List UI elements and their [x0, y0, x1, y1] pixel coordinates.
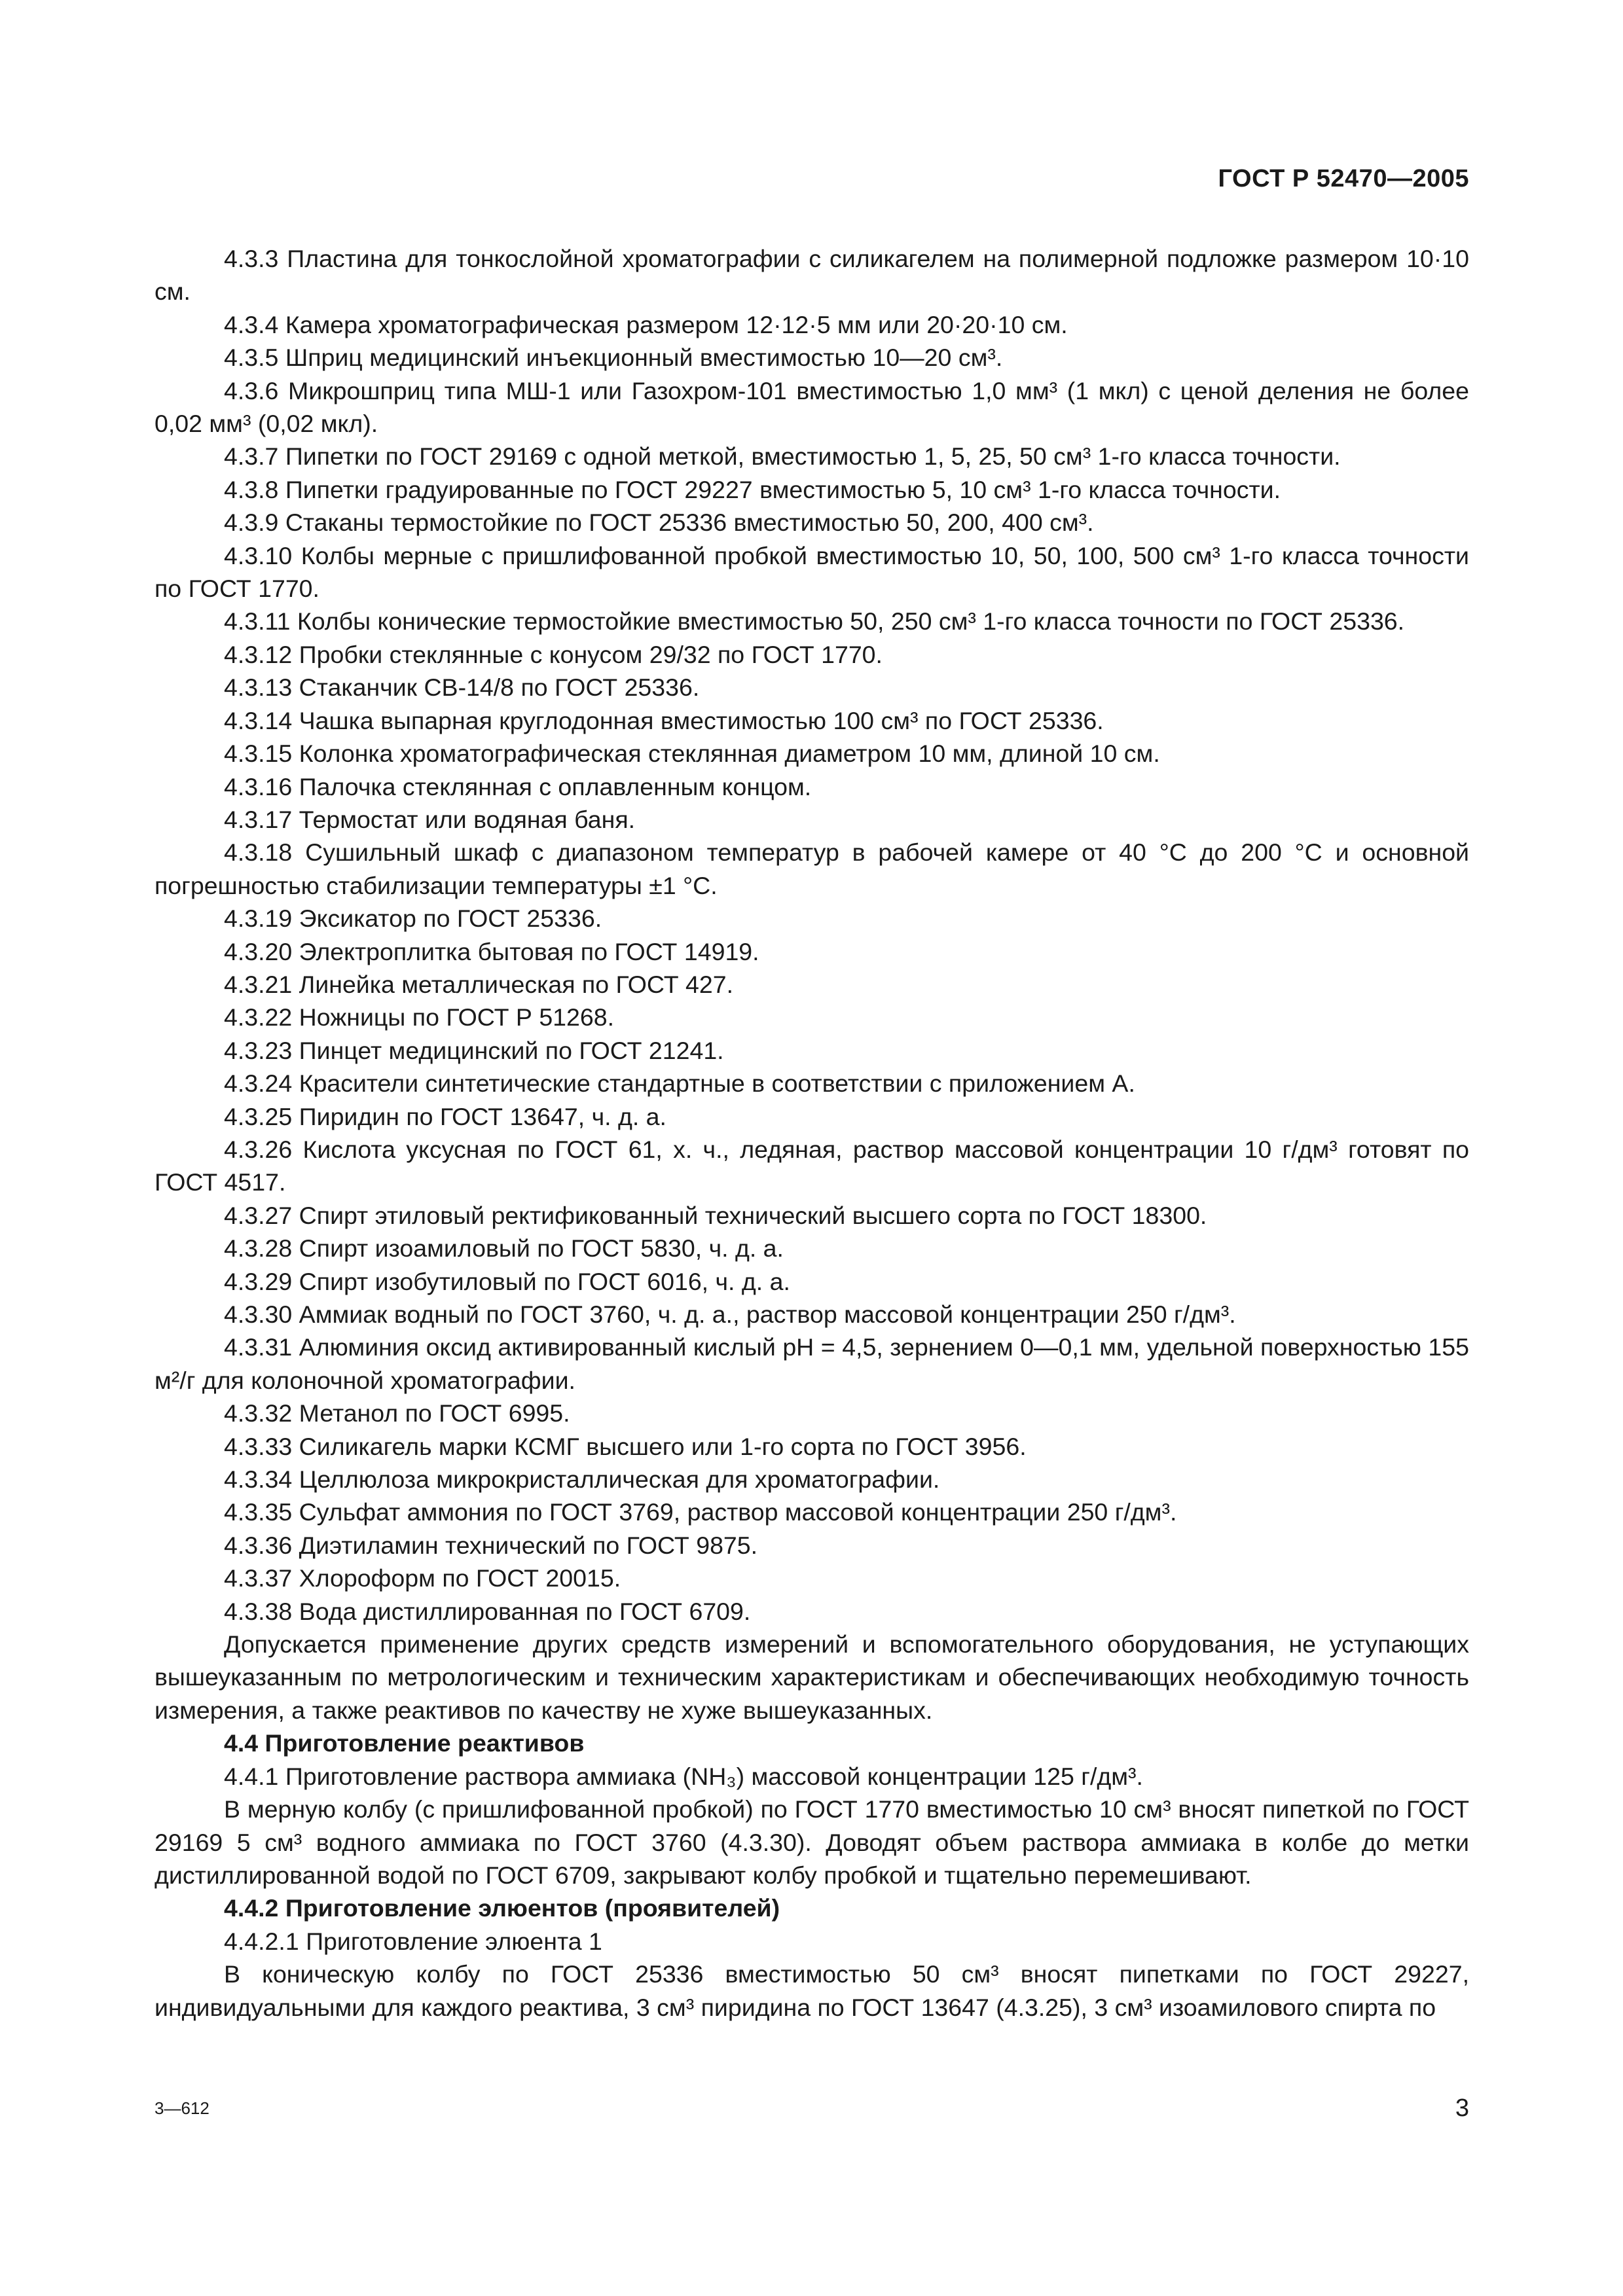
paragraph: 4.3.22 Ножницы по ГОСТ Р 51268.: [224, 1003, 615, 1031]
paragraph: 4.3.26 Кислота уксусная по ГОСТ 61, х. ч., ледяная, раствор массовой концентрации 10 г/дм³ готовят по ГОСТ 4517.: [155, 1135, 1469, 1196]
paragraph: 4.3.4 Камера хроматографическая размером 12·12·5 мм или 20·20·10 см.: [224, 310, 1068, 338]
paragraph: 4.3.35 Сульфат аммония по ГОСТ 3769, раствор массовой концентрации 250 г/дм³.: [224, 1498, 1177, 1526]
paragraph: 4.3.38 Вода дистиллированная по ГОСТ 6709.: [224, 1597, 751, 1625]
paragraph: 4.3.31 Алюминия оксид активированный кислый рН = 4,5, зернением 0—0,1 мм, удельной поверхностью 155 м²/г для колоночной хроматографии.: [155, 1333, 1469, 1394]
paragraph: 4.3.16 Палочка стеклянная с оплавленным концом.: [224, 772, 812, 800]
printing-code: 3—612: [155, 2098, 210, 2118]
paragraph: 4.3.28 Спирт изоамиловый по ГОСТ 5830, ч. д. а.: [224, 1234, 784, 1263]
paragraph: 4.3.9 Стаканы термостойкие по ГОСТ 25336 вместимостью 50, 200, 400 см³.: [224, 509, 1094, 537]
paragraph: 4.3.5 Шприц медицинский инъекционный вместимостью 10—20 см³.: [224, 344, 1003, 372]
paragraph: 4.3.24 Красители синтетические стандартные в соответствии с приложением А.: [224, 1069, 1135, 1098]
paragraph: 4.3.14 Чашка выпарная круглодонная вместимостью 100 см³ по ГОСТ 25336.: [224, 706, 1104, 734]
paragraph: 4.3.20 Электроплитка бытовая по ГОСТ 14919.: [224, 937, 759, 965]
paragraph: 4.3.36 Диэтиламин технический по ГОСТ 9875.: [224, 1531, 758, 1559]
paragraph: 4.3.10 Колбы мерные с пришлифованной пробкой вместимостью 10, 50, 100, 500 см³ 1-го класса точности по ГОСТ 1770.: [155, 541, 1469, 603]
page-number: 3: [1455, 2094, 1469, 2122]
paragraph: 4.3.8 Пипетки градуированные по ГОСТ 29227 вместимостью 5, 10 см³ 1-го класса точности.: [224, 475, 1281, 503]
document-standard-number: ГОСТ Р 52470—2005: [1218, 165, 1469, 192]
paragraph: 4.3.15 Колонка хроматографическая стеклянная диаметром 10 мм, длиной 10 см.: [224, 740, 1160, 768]
paragraph: В коническую колбу по ГОСТ 25336 вместимостью 50 см³ вносят пипетками по ГОСТ 29227, индивидуальными для каждого реактива, 3 см³ пиридина по ГОСТ 13647 (4.3.25), 3 см³ изоамилового спирта по: [155, 1960, 1469, 2021]
paragraph: 4.3.32 Метанол по ГОСТ 6995.: [224, 1399, 570, 1427]
paragraph: В мерную колбу (с пришлифованной пробкой) по ГОСТ 1770 вместимостью 10 см³ вносят пипеткой по ГОСТ 29169 5 см³ водного аммиака по ГОСТ 3760 (4.3.30). Доводят объем раствора аммиака в колбе до метки дистиллированной водой по ГОСТ 6709, закрывают колбу пробкой и тщательно перемешивают.: [155, 1795, 1469, 1889]
paragraph: 4.3.30 Аммиак водный по ГОСТ 3760, ч. д. а., раствор массовой концентрации 250 г/дм³.: [224, 1300, 1236, 1328]
paragraph: 4.3.21 Линейка металлическая по ГОСТ 427.: [224, 970, 734, 998]
paragraph: 4.3.13 Стаканчик СВ-14/8 по ГОСТ 25336.: [224, 673, 700, 702]
paragraph: 4.3.33 Силикагель марки КСМГ высшего или 1-го сорта по ГОСТ 3956.: [224, 1432, 1027, 1460]
paragraph: 4.4.2.1 Приготовление элюента 1: [224, 1927, 602, 1955]
paragraph: 4.3.29 Спирт изобутиловый по ГОСТ 6016, ч. д. а.: [224, 1267, 790, 1295]
paragraph: 4.3.6 Микрошприц типа МШ-1 или Газохром-101 вместимостью 1,0 мм³ (1 мкл) с ценой деления не более 0,02 мм³ (0,02 мкл).: [155, 376, 1469, 438]
section-heading: 4.4 Приготовление реактивов: [224, 1729, 585, 1757]
paragraph: 4.3.19 Эксикатор по ГОСТ 25336.: [224, 905, 602, 933]
paragraph: 4.3.27 Спирт этиловый ректификованный технический высшего сорта по ГОСТ 18300.: [224, 1201, 1207, 1229]
paragraph: Допускается применение других средств измерений и вспомогательного оборудования, не уступающих вышеуказанным по метрологическим и техническим характеристикам и обеспечивающих необходимую точность измерения, а также реактивов по качеству не хуже вышеуказанных.: [155, 1630, 1469, 1724]
paragraph: 4.3.17 Термостат или водяная баня.: [224, 805, 636, 833]
section-heading: 4.4.2 Приготовление элюентов (проявителей): [224, 1894, 780, 1922]
paragraph: 4.3.12 Пробки стеклянные с конусом 29/32 по ГОСТ 1770.: [224, 640, 883, 668]
paragraph: 4.3.25 Пиридин по ГОСТ 13647, ч. д. а.: [224, 1102, 666, 1130]
paragraph: 4.3.11 Колбы конические термостойкие вместимостью 50, 250 см³ 1-го класса точности по ГОСТ 25336.: [224, 607, 1405, 636]
paragraph: 4.3.34 Целлюлоза микрокристаллическая для хроматографии.: [224, 1465, 940, 1494]
paragraph: 4.4.1 Приготовление раствора аммиака (NH₃) массовой концентрации 125 г/дм³.: [224, 1762, 1143, 1790]
paragraph: 4.3.7 Пипетки по ГОСТ 29169 с одной меткой, вместимостью 1, 5, 25, 50 см³ 1-го класса точности.: [224, 442, 1341, 471]
document-body: [155, 242, 1469, 2024]
paragraph: 4.3.3 Пластина для тонкослойной хроматографии с силикагелем на полимерной подложке размером 10·10 см.: [155, 245, 1469, 306]
paragraph: 4.3.18 Сушильный шкаф с диапазоном температур в рабочей камере от 40 °С до 200 °С и основной погрешностью стабилизации температуры ±1 °С.: [155, 838, 1469, 899]
paragraph: 4.3.37 Хлороформ по ГОСТ 20015.: [224, 1564, 621, 1592]
paragraph: 4.3.23 Пинцет медицинский по ГОСТ 21241.: [224, 1036, 724, 1064]
